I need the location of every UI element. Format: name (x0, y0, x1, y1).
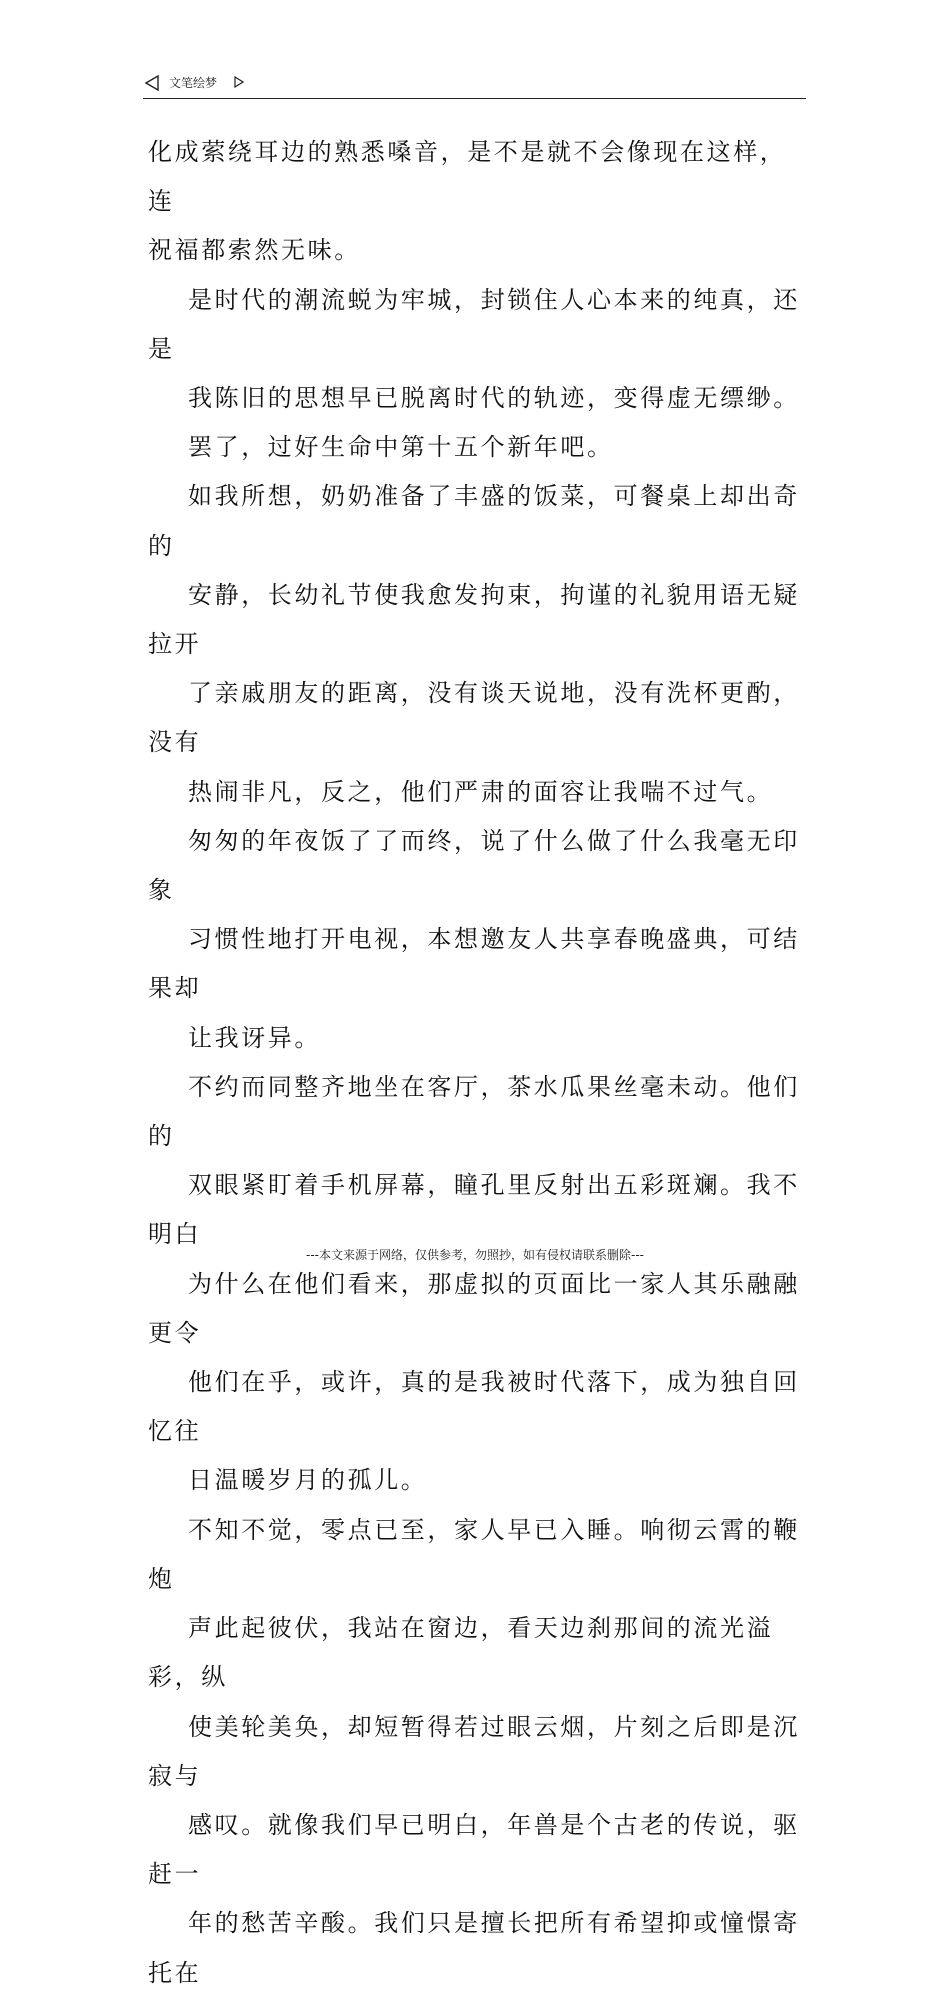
text-line: 年的愁苦辛酸。我们只是擅长把所有希望抑或憧憬寄托在 (148, 1909, 800, 1987)
text-line: 罢了，过好生命中第十五个新年吧。 (188, 433, 614, 462)
text-line: 不知不觉，零点已至，家人早已入睡。响彻云霄的鞭炮 (148, 1515, 800, 1593)
page-header (143, 72, 806, 99)
text-line: 使美轮美奂，却短暂得若过眼云烟，片刻之后即是沉寂与 (148, 1712, 800, 1790)
text-line: 是时代的潮流蜕为牢城，封锁住人心本来的纯真，还是 (148, 285, 800, 363)
triangle-left-outline-icon (145, 75, 159, 91)
paragraph (148, 1506, 808, 1998)
text-line: 双眼紧盯着手机屏幕，瞳孔里反射出五彩斑斓。我不明白 (148, 1171, 800, 1249)
text-line: 让我讶异。 (188, 1023, 321, 1052)
text-line: 我陈旧的思想早已脱离时代的轨迹，变得虚无缥缈。 (188, 384, 800, 413)
text-line: 匆匆的年夜饭了了而终，说了什么做了什么我毫无印象 (148, 826, 800, 905)
paragraph (148, 276, 808, 424)
text-line: 化成萦绕耳边的熟悉嗓音，是不是就不会像现在这样，连 (148, 138, 787, 216)
header-title: 文笔绘梦 (169, 76, 218, 90)
text-line: 感叹。就像我们早已明白，年兽是个古老的传说，驱赶一 (148, 1810, 800, 1889)
text-line: 习惯性地打开电视，本想邀友人共享春晚盛典，可结果却 (148, 925, 800, 1003)
text-line: 了亲戚朋友的距离，没有谈天说地，没有洗杯更酌，没有 (148, 679, 800, 757)
text-line: 安静，长幼礼节使我愈发拘束，拘谨的礼貌用语无疑拉开 (148, 580, 800, 659)
paragraph (148, 817, 808, 1063)
paragraph (148, 128, 808, 276)
paragraph (148, 472, 808, 816)
footer-disclaimer: ---本文来源于网络，仅供参考，勿照抄，如有侵权请联系删除--- (306, 1248, 644, 1262)
text-line: 如我所想，奶奶准备了丰盛的饭菜，可餐桌上却出奇的 (148, 482, 800, 560)
paragraph (148, 1063, 808, 1506)
text-line: 声此起彼伏，我站在窗边，看天边刹那间的流光溢彩，纵 (148, 1614, 774, 1692)
text-line: 祝福都索然无味。 (148, 236, 361, 265)
document-body (148, 128, 808, 1998)
triangle-right-outline-icon (234, 76, 244, 88)
paragraph (148, 423, 808, 472)
text-line: 日温暖岁月的孤儿。 (188, 1466, 428, 1495)
text-line: 为什么在他们看来，那虚拟的页面比一家人其乐融融更令 (148, 1269, 800, 1347)
text-line: 热闹非凡，反之，他们严肃的面容让我喘不过气。 (188, 777, 774, 806)
text-line: 他们在乎，或许，真的是我被时代落下，成为独自回忆往 (148, 1368, 800, 1446)
text-line: 不约而同整齐地坐在客厅，茶水瓜果丝毫未动。他们的 (148, 1072, 800, 1151)
